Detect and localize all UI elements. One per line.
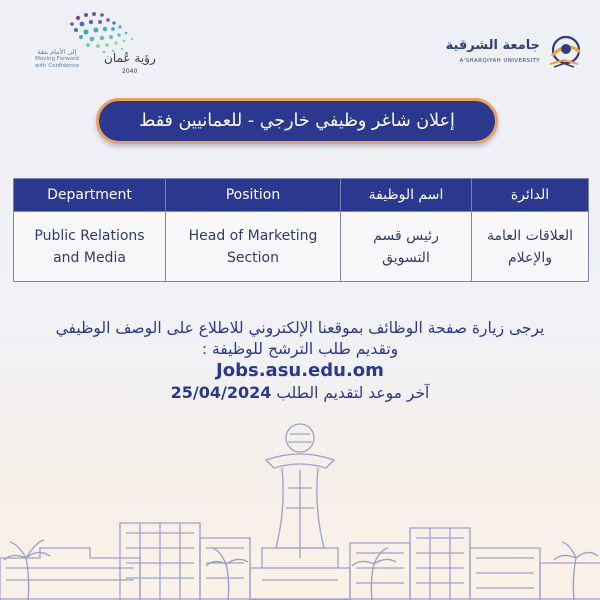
deadline-line xyxy=(0,382,600,404)
asu-logo xyxy=(444,28,584,78)
vision-year: 2040 xyxy=(122,68,138,75)
header-position: Position xyxy=(166,179,341,212)
university-name-ar: جامعة الشرقية xyxy=(445,38,540,53)
header-job-title-ar: اسم الوظيفة xyxy=(341,179,472,212)
cell-department-ar: العلاقات العامة والإعلام xyxy=(472,212,589,282)
vacancy-title-banner xyxy=(96,98,498,144)
header-department: Department xyxy=(14,179,166,212)
vision-tagline-en-1: Moving Forward xyxy=(35,56,79,63)
deadline-date: 25/04/2024 xyxy=(170,383,272,402)
deadline-label: آخر موعد لتقديم الطلب xyxy=(276,384,430,402)
table-row xyxy=(14,212,589,282)
info-line-2: وتقديم طلب الترشح للوظيفة : xyxy=(201,340,399,358)
vision-tagline-en-2: with Confidence xyxy=(34,63,80,69)
cell-job-title-ar: رئيس قسم التسويق xyxy=(341,212,472,282)
info-line-1: يرجى زيارة صفحة الوظائف بموقعنا الإلكتروني للاطلاع على الوصف الوظيفي xyxy=(55,319,545,337)
vision-tagline-ar: إلى الأمام بثقة xyxy=(37,48,77,56)
jobs-website-link[interactable]: Jobs.asu.edu.om xyxy=(216,360,384,381)
application-info xyxy=(0,318,600,404)
vacancy-title: إعلان شاغر وظيفي خارجي - للعمانيين فقط xyxy=(139,111,455,131)
university-emblem-icon xyxy=(544,34,584,70)
campus-illustration xyxy=(0,408,600,600)
header-department-ar: الدائرة xyxy=(472,179,589,212)
university-name-en: A'SHARQIYAH UNIVERSITY xyxy=(459,58,540,64)
cell-department: Public Relations and Media xyxy=(14,212,166,282)
vacancy-table xyxy=(13,178,589,282)
table-header-row xyxy=(14,179,589,212)
oman-vision-2040-logo xyxy=(18,8,168,78)
cell-position: Head of Marketing Section xyxy=(166,212,341,282)
vision-tagline xyxy=(22,48,92,70)
vision-name: رؤية عُمان xyxy=(104,51,156,65)
